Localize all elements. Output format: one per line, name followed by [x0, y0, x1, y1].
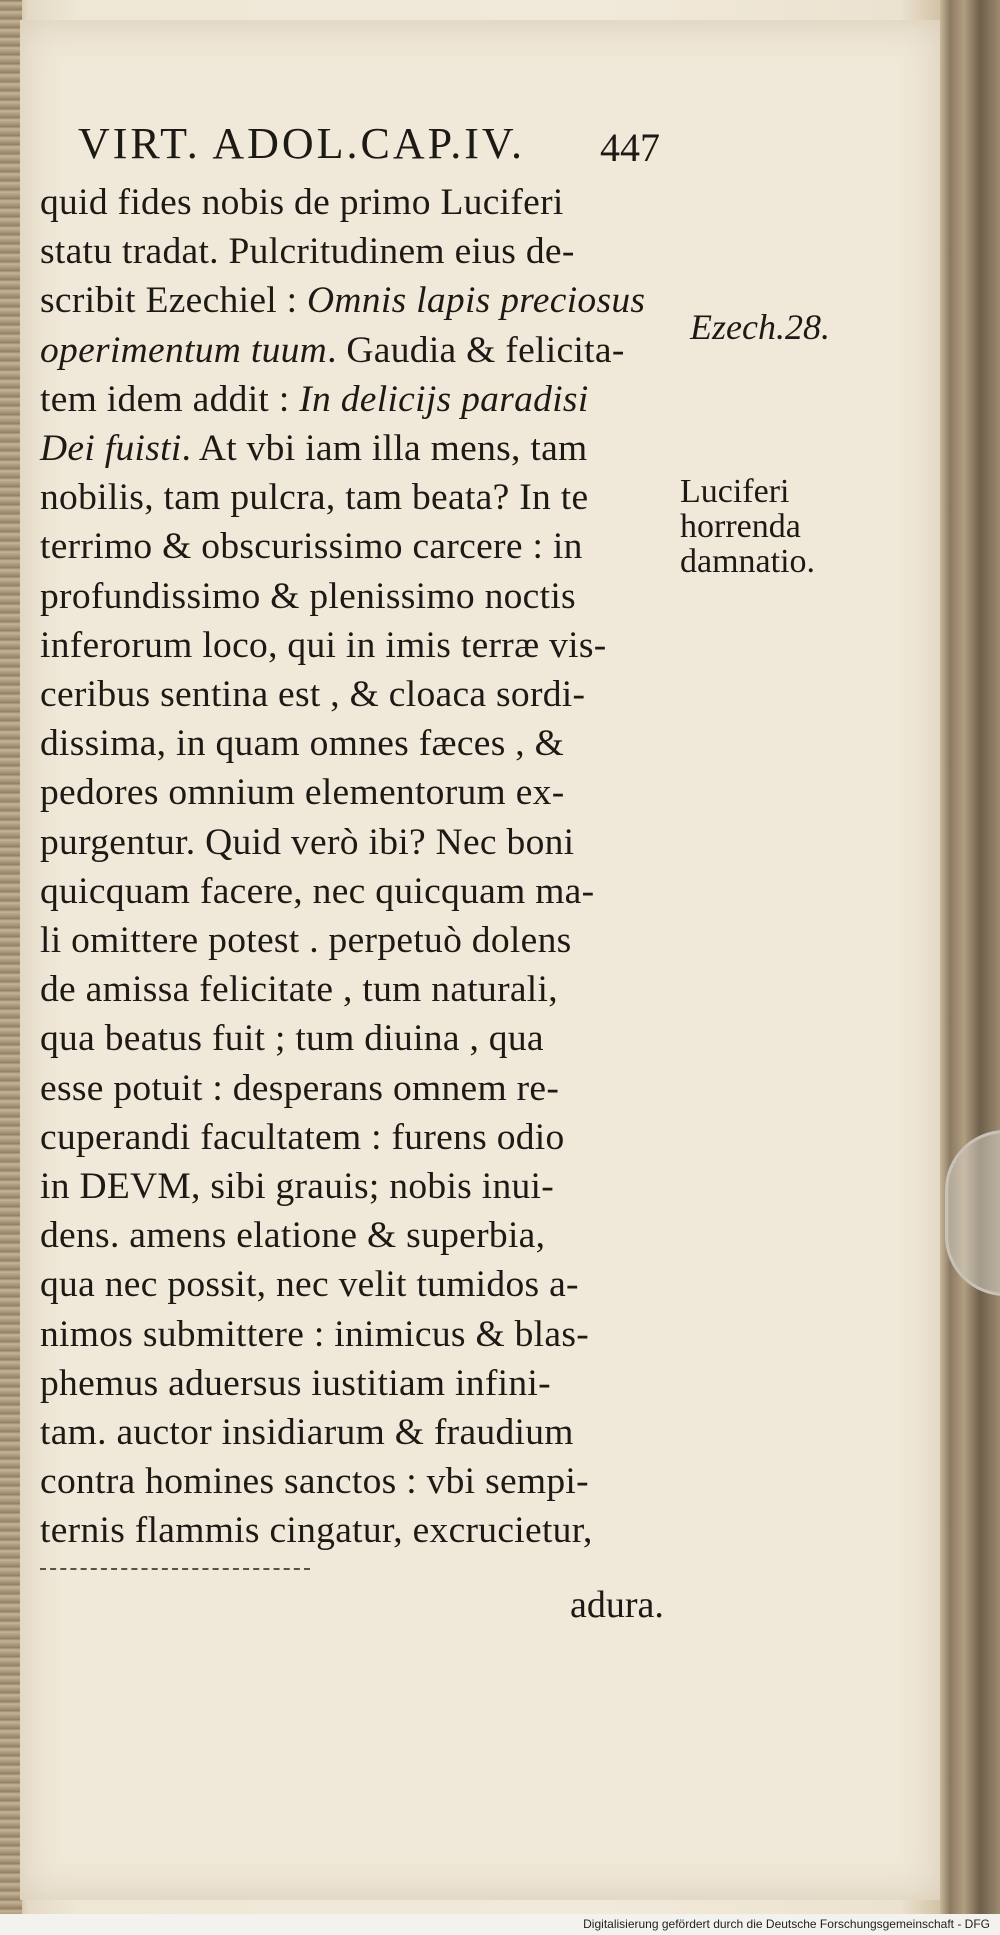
text-line [40, 1359, 690, 1408]
footnote-rule [40, 1568, 310, 1570]
text-segment: quicquam facere, nec quicquam ma- [40, 870, 595, 912]
margin-reference: Ezech.28. [690, 307, 830, 347]
text-segment: phemus aduersus iustitiam infini- [40, 1362, 551, 1404]
text-line [40, 473, 690, 522]
text-line [40, 1310, 690, 1359]
text-segment: profundissimo & plenissimo noctis [40, 575, 576, 617]
text-segment: cuperandi facultatem : furens odio [40, 1116, 565, 1158]
text-segment: ceribus sentina est , & cloaca sordi- [40, 674, 586, 716]
text-segment: de amissa felicitate , tum naturali, [40, 969, 558, 1011]
text-segment: esse potuit : desperans omnem re- [40, 1067, 560, 1109]
text-line [40, 965, 690, 1014]
text-line [40, 916, 690, 965]
text-segment: tem idem addit : [40, 378, 300, 420]
text-segment: tam. auctor insidiarum & fraudium [40, 1412, 574, 1454]
italic-quotation: Dei fuisti [40, 428, 182, 470]
text-line [40, 670, 690, 719]
text-segment: scribit Ezechiel : [40, 280, 308, 322]
text-segment: ternis flammis cingatur, excrucietur, [40, 1510, 593, 1552]
text-segment: inferorum loco, qui in imis terræ vis- [40, 624, 607, 666]
catchword: adura. [570, 1584, 664, 1626]
margin-note-line: Luciferi [680, 473, 790, 510]
text-segment: terrimo & obscurissimo carcere : in [40, 526, 583, 568]
text-segment: purgentur. Quid verò ibi? Nec boni [40, 821, 575, 863]
text-line [40, 719, 690, 768]
text-line [40, 818, 690, 867]
text-line [40, 276, 690, 325]
text-segment: nimos submittere : inimicus & blas- [40, 1313, 589, 1355]
text-segment: contra homines sanctos : vbi sempi- [40, 1461, 589, 1503]
text-line [40, 1211, 690, 1260]
text-line [40, 1457, 690, 1506]
text-line [40, 1408, 690, 1457]
binding-edge [0, 0, 22, 1935]
margin-note-line: damnatio. [680, 543, 816, 580]
text-line [40, 867, 690, 916]
page-number: 447 [600, 125, 660, 170]
text-line [40, 1162, 690, 1211]
margin-note [680, 474, 815, 579]
margin-note-line: horrenda [680, 508, 801, 545]
text-line [40, 1260, 690, 1309]
text-line [40, 1064, 690, 1113]
text-segment: quid fides nobis de primo Luciferi [40, 182, 564, 223]
text-line [40, 424, 690, 473]
text-segment: pedores omnium elementorum ex- [40, 772, 565, 814]
text-line [40, 178, 690, 227]
text-line [40, 1506, 690, 1555]
italic-quotation: operimentum tuum [40, 329, 328, 371]
text-line [40, 1014, 690, 1063]
text-segment: li omittere potest . perpetuò dolens [40, 920, 572, 962]
page-stack-edge [940, 0, 1000, 1935]
text-line [40, 326, 690, 375]
text-segment: . Gaudia & felicita- [327, 329, 625, 371]
running-title: VIRT. ADOL.CAP.IV. [78, 119, 525, 168]
italic-quotation: In delicijs paradisi [299, 378, 589, 420]
text-line [40, 1113, 690, 1162]
text-line [40, 522, 690, 571]
text-segment: qua beatus fuit ; tum diuina , qua [40, 1018, 544, 1060]
text-segment: dens. amens elatione & superbia, [40, 1215, 546, 1257]
text-segment: qua nec possit, nec velit tumidos a- [40, 1264, 579, 1306]
text-line [40, 572, 690, 621]
text-line [40, 227, 690, 276]
text-segment: statu tradat. Pulcritudinem eius de- [40, 231, 575, 273]
text-segment: nobilis, tam pulcra, tam beata? In te [40, 477, 589, 519]
italic-quotation: Omnis lapis preciosus [307, 280, 646, 322]
text-segment: . At vbi iam illa mens, tam [181, 428, 588, 470]
text-line [40, 768, 690, 817]
text-line [40, 375, 690, 424]
digitization-footer: Digitalisierung gefördert durch die Deutsche Forschungsgemeinschaft - DFG [0, 1914, 1000, 1935]
text-segment: in DEVM, sibi grauis; nobis inui- [40, 1166, 555, 1208]
text-line [40, 621, 690, 670]
body-text [40, 178, 690, 1556]
text-segment: dissima, in quam omnes fæces , & [40, 723, 565, 765]
